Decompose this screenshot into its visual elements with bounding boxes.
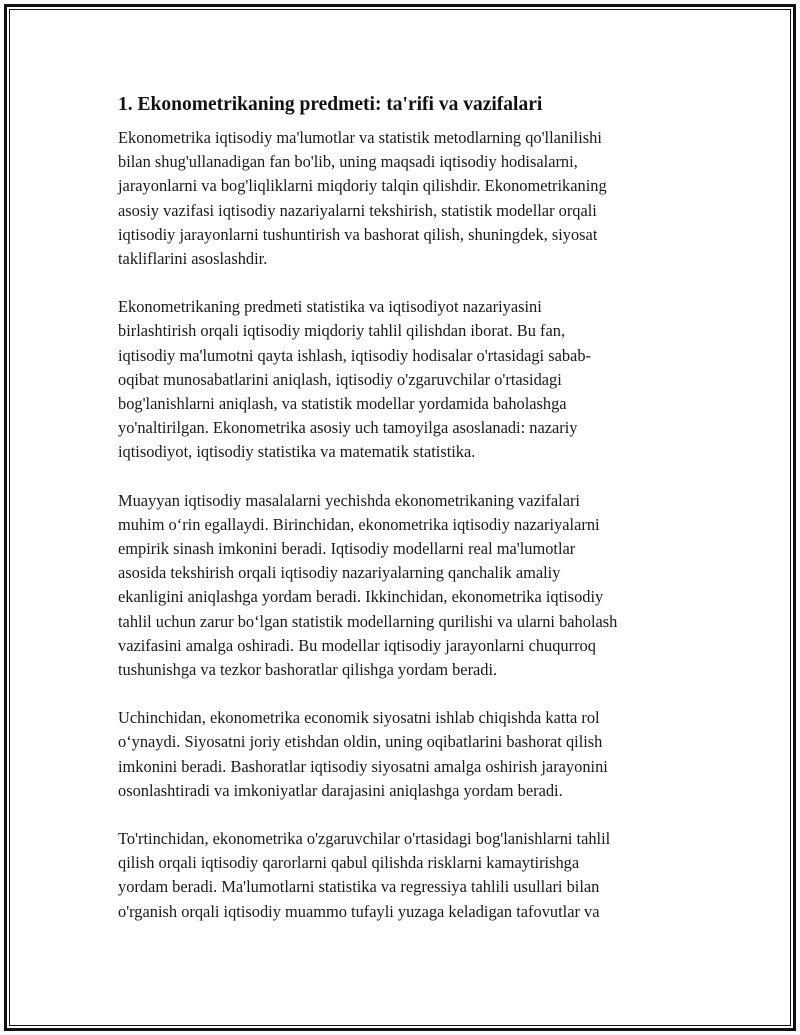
- text-line: tushunishga va tezkor bashoratlar qilishga yordam beradi.: [118, 660, 498, 680]
- text-line: asosiy vazifasi iqtisodiy nazariyalarni tekshirish, statistik modellar orqali: [118, 200, 597, 220]
- text-line: muhim o‘rin egallaydi. Birinchidan, ekonometrika iqtisodiy nazariyalarni: [118, 514, 600, 534]
- text-line: Ekonometrikaning predmeti statistika va iqtisodiyot nazariyasini: [118, 297, 542, 317]
- text-line: iqtisodiy ma'lumotni qayta ishlash, iqtisodiy hodisalar o'rtasidagi sabab-: [118, 345, 591, 365]
- text-line: Uchinchidan, ekonometrika economik siyosatni ishlab chiqishda katta rol: [118, 708, 600, 728]
- text-line: jarayonlarni va bog'liqliklarni miqdoriy talqin qilishdir. Ekonometrikaning: [118, 176, 607, 196]
- text-line: yordam beradi. Ma'lumotlarni statistika va regressiya tahlili usullari bilan: [118, 877, 600, 897]
- text-line: qilish orqali iqtisodiy qarorlarni qabul qilishda risklarni kamaytirishga: [118, 853, 580, 873]
- text-line: imkonini beradi. Bashoratlar iqtisodiy siyosatni amalga oshirish jarayonini: [118, 756, 608, 776]
- text-line: empirik sinash imkonini beradi. Iqtisodiy modellarni real ma'lumotlar: [118, 539, 576, 559]
- paragraph-list: [118, 126, 683, 924]
- paragraph: [118, 295, 683, 464]
- text-line: bog'lanishlarni aniqlash, va statistik modellar yordamida baholashga: [118, 394, 567, 414]
- paragraph: [118, 706, 683, 803]
- paragraph: [118, 827, 683, 924]
- text-line: asosida tekshirish orqali iqtisodiy nazariyalarning qanchalik amaliy: [118, 563, 561, 583]
- section-heading: 1. Ekonometrikaning predmeti: ta'rifi va vazifalari: [118, 94, 543, 115]
- text-line: osonlashtiradi va imkoniyatlar darajasini aniqlashga yordam beradi.: [118, 780, 563, 800]
- text-line: o‘ynaydi. Siyosatni joriy etishdan oldin, uning oqibatlarini bashorat qilish: [118, 732, 603, 752]
- text-line: vazifasini amalga oshiradi. Bu modellar iqtisodiy jarayonlarni chuqurroq: [118, 635, 596, 655]
- paragraph: [118, 126, 683, 271]
- text-line: oqibat munosabatlarini aniqlash, iqtisodiy o'zgaruvchilar o'rtasidagi: [118, 369, 562, 389]
- text-line: iqtisodiy jarayonlarni tushuntirish va bashorat qilish, shuningdek, siyosat: [118, 224, 598, 244]
- text-line: yo'naltirilgan. Ekonometrika asosiy uch tamoyilga asoslanadi: nazariy: [118, 418, 578, 438]
- text-line: birlashtirish orqali iqtisodiy miqdoriy tahlil qilishdan iborat. Bu fan,: [118, 321, 566, 341]
- text-line: iqtisodiyot, iqtisodiy statistika va matematik statistika.: [118, 442, 476, 462]
- text-line: Muayyan iqtisodiy masalalarni yechishda ekonometrikaning vazifalari: [118, 490, 580, 510]
- text-line: tahlil uchun zarur bo‘lgan statistik modellarning qurilishi va ularni baholash: [118, 611, 618, 631]
- document-body: [118, 92, 683, 948]
- text-line: Ekonometrika iqtisodiy ma'lumotlar va statistik metodlarning qo'llanilishi: [118, 128, 602, 147]
- text-line: ekanligini aniqlashga yordam beradi. Ikkinchidan, ekonometrika iqtisodiy: [118, 587, 604, 607]
- text-line: o'rganish orqali iqtisodiy muammo tufayli yuzaga keladigan tafovutlar va: [118, 901, 600, 921]
- paragraph: [118, 489, 683, 683]
- text-line: To'rtinchidan, ekonometrika o'zgaruvchilar o'rtasidagi bog'lanishlarni tahlil: [118, 829, 611, 849]
- text-line: bilan shug'ullanadigan fan bo'lib, uning maqsadi iqtisodiy hodisalarni,: [118, 152, 578, 172]
- text-line: takliflarini asoslashdir.: [118, 249, 268, 269]
